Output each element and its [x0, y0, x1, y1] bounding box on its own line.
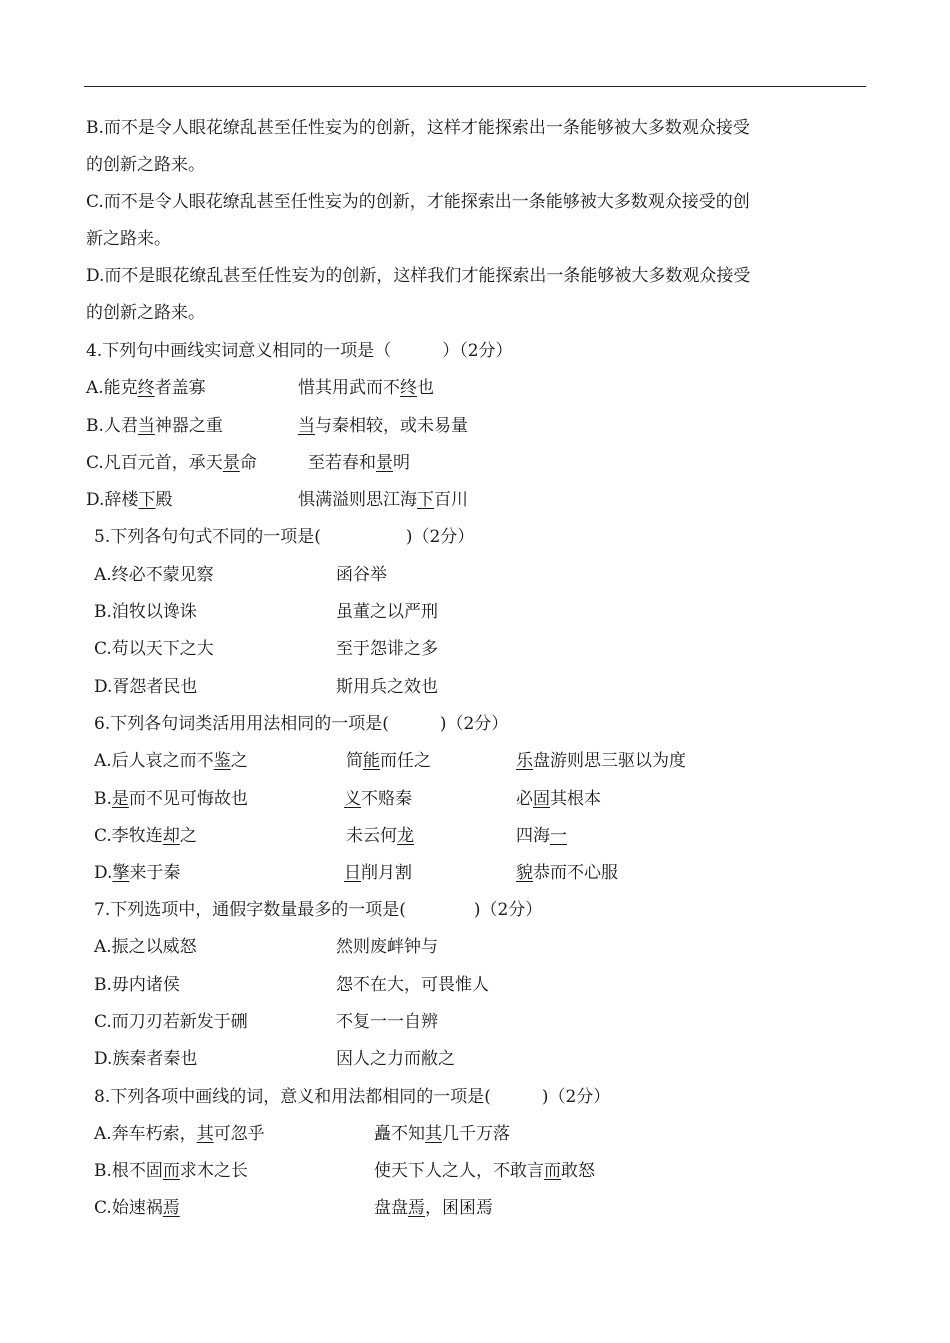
q7-option-c: C.而刀刃若新发于硎 不复一一自辨: [94, 1012, 438, 1032]
header-rule: [84, 86, 866, 87]
q7-option-a: A.振之以威怒 然则废衅钟与: [94, 937, 438, 957]
q7-option-d: D.族秦者秦也 因人之力而敝之: [94, 1049, 455, 1069]
q8-option-c: C.始速祸焉 盘盘焉，囷囷焉: [94, 1198, 493, 1218]
q5-option-c: C.苟以天下之大 至于怨诽之多: [94, 639, 438, 659]
q6-stem: 6.下列各句词类活用用法相同的一项是( )（2分）: [94, 714, 509, 734]
q8-option-b: B.根不固而求木之长 使天下人之人，不敢言而敢怒: [94, 1161, 595, 1181]
q6-option-d: D.擎来于秦 日削月割 貌恭而不心服: [94, 863, 618, 883]
q5-option-b: B.洎牧以谗诛 虽董之以严刑: [94, 602, 438, 622]
q3-option-d-line2: 的创新之路来。: [86, 303, 205, 323]
q3-option-c-line2: 新之路来。: [86, 229, 171, 249]
q6-option-c: C.李牧连却之 未云何龙 四海一: [94, 826, 567, 846]
q5-stem: 5.下列各句句式不同的一项是( )（2分）: [94, 527, 475, 547]
q4-option-c: C.凡百元首，承天景命 至若春和景明: [86, 453, 410, 473]
q7-option-b: B.毋内诸侯 怨不在大，可畏惟人: [94, 975, 489, 995]
q4-stem: 4.下列句中画线实词意义相同的一项是（ ）（2分）: [86, 341, 513, 361]
q4-option-a: A.能克终者盖寡 惜其用武而不终也: [86, 378, 434, 398]
q6-option-b: B.是而不见可悔故也 义不赂秦 必固其根本: [94, 789, 601, 809]
q5-option-d: D.胥怨者民也 斯用兵之效也: [94, 677, 438, 697]
q5-option-a: A.终必不蒙见察 函谷举: [94, 565, 387, 585]
q3-option-c-line1: C.而不是令人眼花缭乱甚至任性妄为的创新，才能探索出一条能够被大多数观众接受的创: [86, 192, 750, 212]
q3-option-b-line2: 的创新之路来。: [86, 155, 205, 175]
q6-option-a: A.后人哀之而不鉴之 简能而任之 乐盘游则思三驱以为度: [94, 751, 686, 771]
q8-stem: 8.下列各项中画线的词，意义和用法都相同的一项是( )（2分）: [94, 1087, 611, 1107]
q4-option-b: B.人君当神器之重 当与秦相较，或未易量: [86, 416, 468, 436]
q4-option-d: D.辞楼下殿 惧满溢则思江海下百川: [86, 490, 468, 510]
q7-stem: 7.下列选项中，通假字数量最多的一项是( )（2分）: [94, 900, 543, 920]
q3-option-d-line1: D.而不是眼花缭乱甚至任性妄为的创新，这样我们才能探索出一条能够被大多数观众接受: [86, 266, 751, 286]
q3-option-b-line1: B.而不是令人眼花缭乱甚至任性妄为的创新，这样才能探索出一条能够被大多数观众接受: [86, 118, 750, 138]
q8-option-a: A.奔车朽索，其可忽乎 矗不知其几千万落: [94, 1124, 510, 1144]
